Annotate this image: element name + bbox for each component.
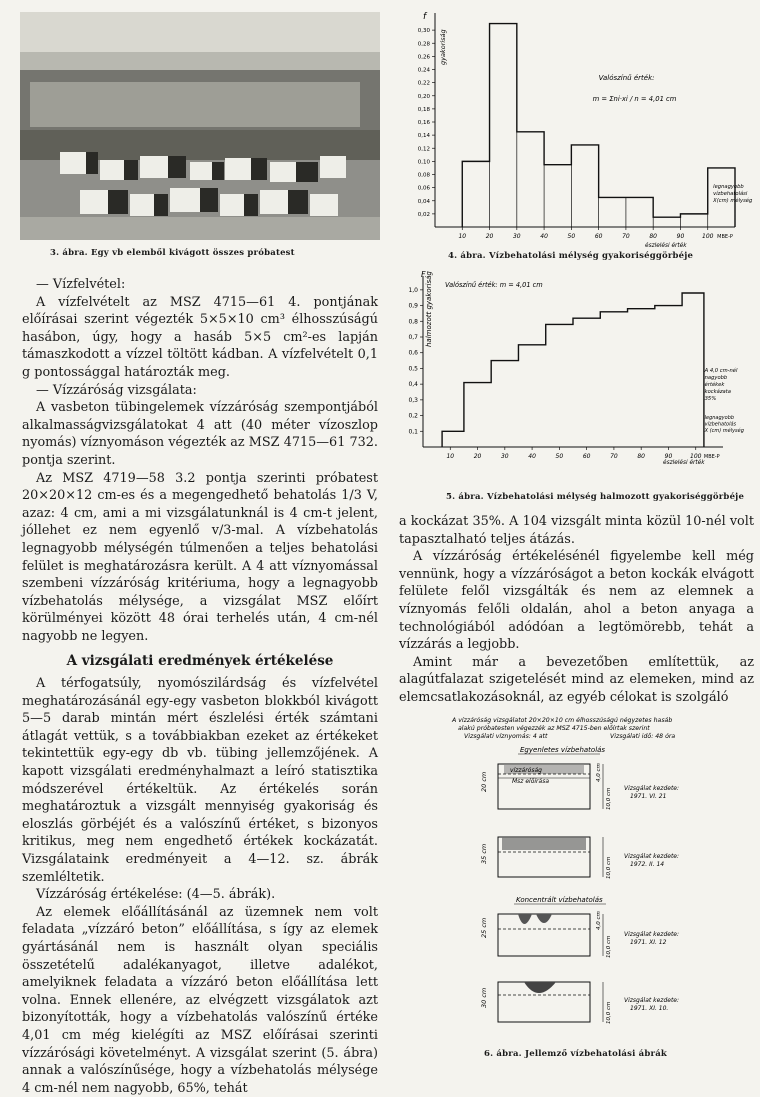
x-axis-label: észlelési érték (663, 460, 705, 466)
x-tick-label: 50 (567, 233, 576, 240)
risk-note: nagyobb (704, 375, 728, 381)
svg-text:10,0 cm: 10,0 cm (606, 787, 612, 810)
svg-text:10,0 cm: 10,0 cm (606, 935, 612, 958)
paragraph: Az elemek előállításánál az üzemnek nem volt feladata „vízzáró beton” előállítása, s így az elemek gyártásánál nem is használt olyan speciális összetételű adalékanyagot, illetve adalékot, amelyiknek feladata a vízzáró beton előállítása lett volna. Ennek ellenére, az elvégzett vizsgálatok azt bizonyították, hogy a vízbehatolás valószínű értéke 4,01 cm még kielégíti az MSZ előírásai szerinti vízzárósági követelményt. A vizsgálat szerint (5. ábra) annak a valószínűsége, hogy a vízbehatolás mélysége 4 cm-nél nem nagyobb, 65%, tehát (22, 904, 378, 1096)
x-tick-label: 60 (582, 453, 591, 460)
fig6-specimen-2 (480, 837, 679, 879)
annotation-formula: m = Σni·xi / n = 4,01 cm (592, 95, 677, 103)
cumulative-bar (682, 293, 704, 447)
histogram-bar (517, 132, 544, 227)
cumulative-bar (655, 306, 682, 447)
y-tick-label: 0,30 (417, 28, 430, 35)
y-tick-label: 0,22 (417, 80, 430, 87)
figure-5-chart (395, 267, 760, 489)
cumulative-bar (628, 309, 655, 447)
y-symbol: F (421, 270, 426, 279)
fig6-header-2: alakú próbatesten végezzék az MSZ 4715-ben előírtak szerint (458, 725, 650, 732)
y-tick-label: 0,16 (417, 120, 430, 126)
y-tick-label: 0,2 (408, 412, 418, 420)
x-tick-label: 40 (528, 453, 536, 460)
paragraph: — Vízfelvétel: (36, 277, 126, 292)
risk-note: kockázata (704, 389, 731, 395)
fig6-header-3: Vizsgálati víznyomás: 4 att (464, 733, 548, 740)
cumulative-bar (573, 318, 600, 447)
y-tick-label: 0,4 (408, 381, 418, 389)
svg-text:30 cm: 30 cm (480, 987, 488, 1008)
paragraph: — Vízzáróság vizsgálata: (36, 382, 197, 398)
y-axis-label: halmozott gyakoriság (425, 271, 433, 347)
svg-text:Vizsgálat kezdete:: Vizsgálat kezdete: (624, 997, 680, 1004)
x-tick-label: 20 (473, 453, 482, 460)
risk-note: értékek (704, 382, 725, 388)
fig6-section-1: Egyenletes vízbehatolás (520, 746, 606, 754)
y-tick-label: 0,6 (408, 349, 418, 357)
y-tick-label: 0,5 (408, 365, 418, 373)
depth-note: vízbehatolás (704, 421, 737, 428)
risk-note: A 4,0 cm-nél (704, 368, 738, 374)
svg-text:Vizsgálat kezdete:: Vizsgálat kezdete: (624, 853, 680, 860)
svg-text:10,0 cm: 10,0 cm (606, 856, 612, 879)
y-tick-label: 0,10 (417, 159, 430, 166)
y-tick-label: 0,20 (417, 93, 430, 100)
svg-text:1971. VI. 21: 1971. VI. 21 (630, 793, 667, 800)
depth-note: legnagyobb (704, 415, 735, 421)
svg-text:1971. XI. 12: 1971. XI. 12 (630, 939, 667, 946)
figure-6-diagram (400, 712, 758, 1060)
figure-4-caption: 4. ábra. Vízbehatolási mélység gyakoriséggörbéje (448, 251, 694, 261)
figure-4-chart (395, 5, 760, 249)
x-tick-label: 10 (446, 453, 455, 460)
side-note: vízbehatolási (713, 191, 748, 197)
svg-text:1972. II. 14: 1972. II. 14 (630, 861, 665, 868)
x-tick-label: 100 (702, 233, 714, 240)
y-tick-label: 0,12 (417, 146, 430, 153)
x-tick-label: 20 (485, 233, 494, 240)
y-axis-label: gyakoriság (439, 29, 447, 65)
figure-6-caption: 6. ábra. Jellemző vízbehatolási ábrák (484, 1049, 667, 1059)
svg-text:Vizsgálat kezdete:: Vizsgálat kezdete: (624, 785, 680, 792)
histogram-bar (626, 197, 653, 227)
paragraph: A térfogatsúly, nyomószilárdság és vízfelvétel meghatározásánál egy-egy vasbeton blokkból kivágott 5—5 darab mintán mért észlelési érték számtani átlagát vettük, s a továbbiakban ezeket az értékeket tekintettük egy-egy db vb. tübing jellemzőjének. A kapott vizsgálati eredményhalmazt a leíró statisztika módszerével értékeltük. Az értékelés során meghatároztuk a vizsgált mennyiség gyakoriság és eloszlás görbéjét és a valószínű értéket, s bizonyos kritikus, meg nem engedhető értékek kockázatát. Vizsgálataink eredményeit a 4—12. sz. ábrák szemléltetik. (22, 676, 378, 885)
fig6-specimen-3 (480, 911, 679, 958)
x-tick-label: 90 (664, 453, 673, 460)
y-tick-label: 0,04 (417, 198, 430, 205)
cumulative-bar (464, 383, 491, 447)
histogram-bar (653, 217, 680, 227)
histogram-bar (490, 24, 517, 227)
cumulative-bar (546, 324, 573, 447)
paragraph: Az MSZ 4719—58 3.2 pontja szerinti próbatest 20×20×12 cm-es és a megengedhető behatolás 1/3 V, azaz: 4 cm, ami a mi vizsgálatunknál is 4 cm-t jelent, jóllehet ez nem egyenlő v/3-mal. A vízbehatolás legnagyobb mélységén túlmenően a teljes behatolási felület is meghatározásra került. A 4 att víznyomással szembeni vízzáróság kritériuma, hogy a legnagyobb vízbehatolás mélysége, a vizsgálat MSZ előírt körülményei között 48 órai terhelés után, 4 cm-nél nagyobb ne legyen. (22, 470, 378, 644)
cumulative-bar (442, 431, 464, 447)
paragraph: A vasbeton tübingelemek vízzáróság szempontjából alkalmasságvizsgálatokat 4 att (40 méter vízoszlop nyomás) víznyomáson végezték az MSZ 4715—61 732. pontja szerint. (22, 400, 378, 468)
x-tick-label: 70 (622, 233, 630, 240)
x-tick-label: 10 (458, 233, 467, 240)
fig6-specimen-4 (480, 982, 679, 1024)
right-text-column (399, 513, 754, 707)
depth-note: X (cm) mélység (704, 428, 744, 434)
x-tick-label: 80 (637, 453, 646, 460)
x-tick-label: 30 (500, 453, 509, 460)
y-tick-label: 0,24 (417, 67, 430, 74)
svg-text:Vizsgálat kezdete:: Vizsgálat kezdete: (624, 931, 680, 938)
y-tick-label: 0,1 (408, 428, 418, 436)
figure-3-photo (20, 12, 380, 240)
cumulative-bar (491, 361, 518, 447)
svg-text:4,0 cm: 4,0 cm (596, 911, 602, 930)
figure-tag: MBE-P (703, 454, 720, 460)
y-tick-label: 0,7 (408, 334, 418, 341)
svg-text:vízzáróság: vízzáróság (510, 767, 542, 774)
svg-text:Msz előírása: Msz előírása (512, 778, 550, 785)
x-tick-label: 70 (610, 453, 618, 460)
histogram-bar (544, 165, 571, 227)
histogram-bar (680, 214, 707, 227)
y-tick-label: 0,06 (417, 185, 430, 192)
y-tick-label: 0,8 (408, 318, 418, 326)
side-note: legnagyobb (713, 184, 744, 190)
y-tick-label: 0,9 (408, 302, 418, 310)
paragraph: Vízzáróság értékelése: (4—5. ábrák). (36, 887, 276, 903)
histogram-bar (462, 161, 489, 227)
svg-text:10,0 cm: 10,0 cm (606, 1001, 612, 1024)
fig6-header-3b: Vizsgálati idő: 48 óra (610, 733, 676, 740)
section-heading: A vizsgálati eredmények értékelése (66, 653, 334, 670)
figure-3-caption: 3. ábra. Egy vb elemből kivágott összes próbatest (50, 248, 295, 258)
x-tick-label: 30 (512, 233, 521, 240)
histogram-bar (571, 145, 598, 227)
y-tick-label: 0,26 (417, 54, 430, 61)
svg-text:25 cm: 25 cm (480, 917, 488, 938)
fig6-section-2: Koncentrált vízbehatolás (516, 896, 603, 904)
svg-text:4,0 cm: 4,0 cm (596, 763, 602, 782)
fig6-specimen-1 (480, 763, 679, 810)
x-tick-label: 80 (649, 233, 658, 240)
cumulative-bar (600, 312, 627, 447)
x-tick-label: 90 (676, 233, 685, 240)
paragraph: A vízzáróság értékelésénél figyelembe kell még vennünk, hogy a vízzáróságot a beton kockák elvágott felülete felől vizsgálták és nem az elemnek a víznyomás felőli oldalán, ahol a beton anyaga a technológiából adódóan a legtömörebb, tehát a vízzárás a legjobb. (399, 549, 754, 653)
histogram-bar (599, 197, 626, 227)
side-note: X(cm) mélység (713, 198, 753, 204)
figure-tag: MBE-P (717, 234, 733, 240)
svg-text:1971. XI. 10.: 1971. XI. 10. (630, 1005, 669, 1012)
y-tick-label: 0,28 (417, 41, 430, 48)
svg-text:20 cm: 20 cm (480, 771, 488, 792)
left-text-column (22, 276, 378, 1097)
x-tick-label: 100 (690, 453, 702, 460)
y-tick-label: 0,14 (417, 133, 430, 140)
paragraph: Amint már a bevezetőben említettük, az alagútfalazat szigetelését mind az elemeken, mind az elemcsatlakozásoknál, az egyéb célokat is szolgáló (399, 654, 754, 705)
figure-5-caption: 5. ábra. Vízbehatolási mélység halmozott gyakoriséggörbéje (446, 492, 745, 502)
fig6-header-1: A vízzáróság vizsgálatot 20×20×10 cm élhosszúságú négyzetes hasáb (452, 717, 673, 724)
paragraph: A vízfelvételt az MSZ 4715—61 4. pontjának előírásai szerint végezték 5×5×10 cm³ élhosszúságú hasábon, úgy, hogy a hasáb 5×5 cm²-es lapján támaszkodott a vízzel töltött kádban. A vízfelvételt 0,1 g pontossággal határozták meg. (22, 294, 378, 380)
y-tick-label: 0,08 (417, 172, 430, 179)
paragraph: a kockázat 35%. A 104 vizsgált minta közül 10-nél volt tapasztalható teljes átázás. (399, 514, 754, 547)
svg-text:35 cm: 35 cm (480, 843, 488, 864)
x-tick-label: 50 (555, 453, 564, 460)
risk-note: 35% (704, 396, 717, 402)
x-tick-label: 60 (594, 233, 603, 240)
x-tick-label: 40 (540, 233, 548, 240)
cumulative-bar (518, 345, 545, 447)
y-tick-label: 0,18 (417, 106, 430, 113)
y-tick-label: 1,0 (408, 286, 418, 294)
x-axis-label: észlelési érték (645, 243, 687, 249)
y-tick-label: 0,02 (417, 211, 430, 218)
y-tick-label: 0,3 (408, 396, 418, 404)
annotation: Valószínű érték: m = 4,01 cm (445, 281, 543, 289)
y-symbol: f (423, 12, 427, 22)
annotation-title: Valószínű érték: (598, 74, 655, 82)
